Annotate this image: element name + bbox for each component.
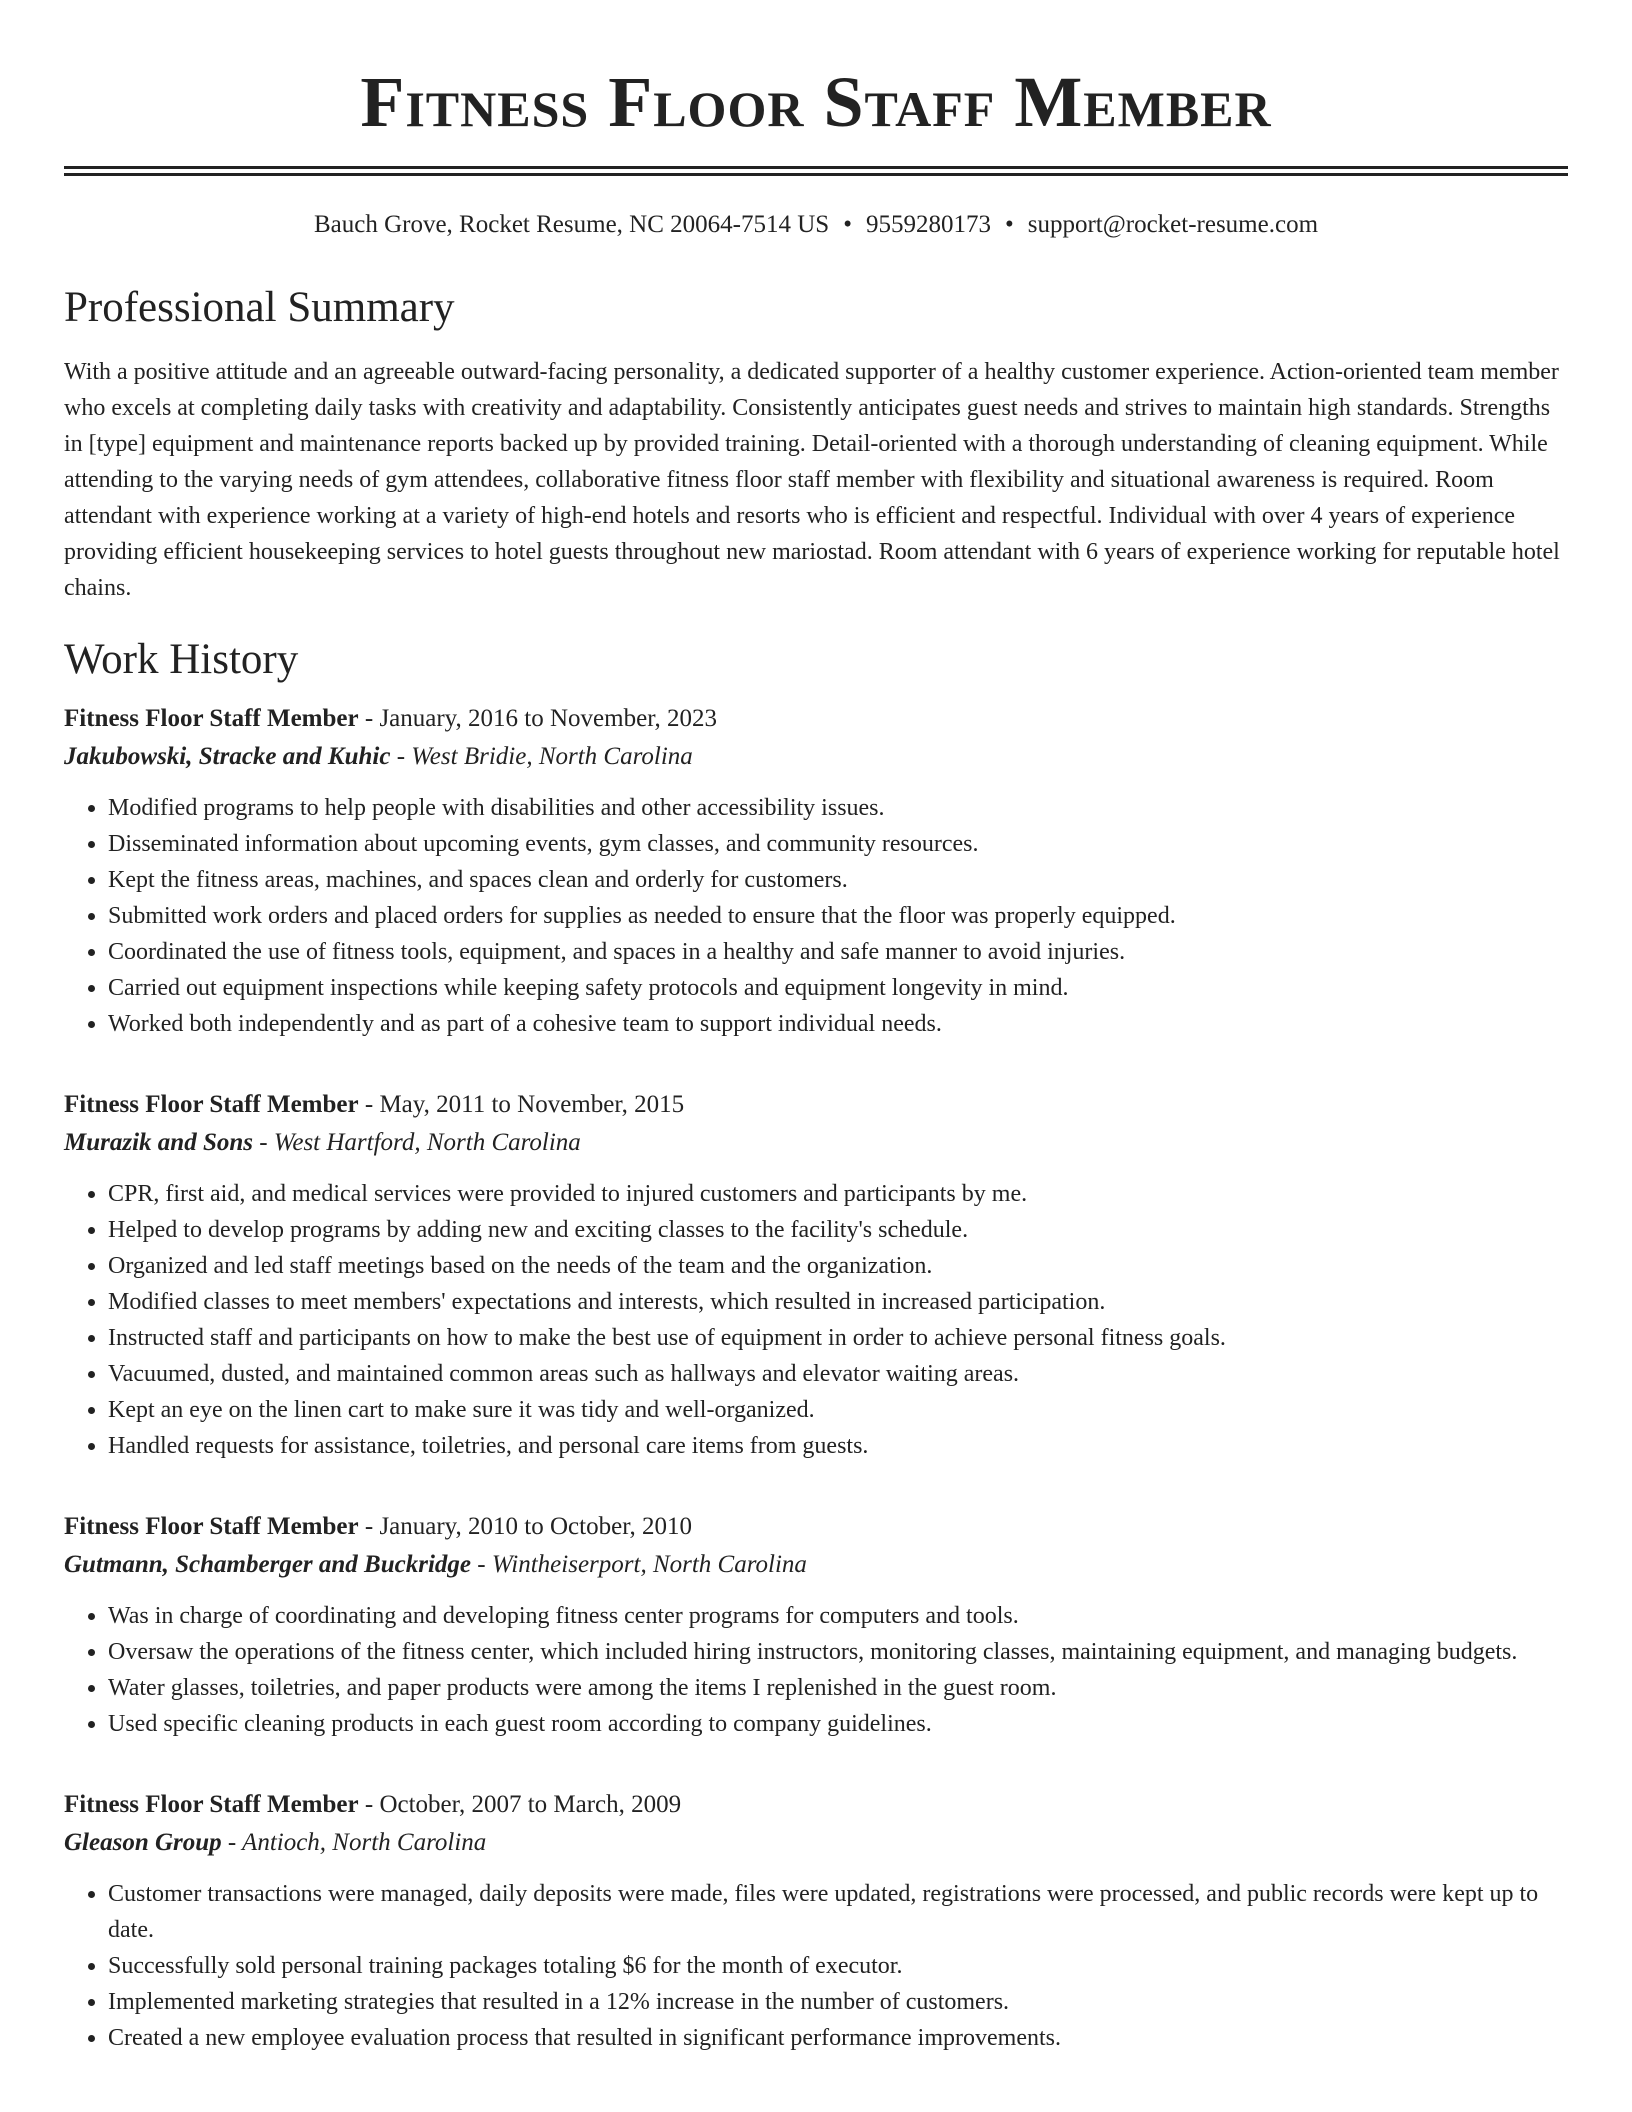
candidate-name: Fitness Floor Staff Member xyxy=(360,62,1272,142)
job-company-line xyxy=(64,738,1568,776)
duty-item: • Submitted work orders and placed orders for supplies as needed to ensure that the floor was properly equipped. xyxy=(108,898,1568,934)
job-duties xyxy=(64,790,1568,1042)
job-duties xyxy=(64,1876,1568,2056)
duty-item: • Carried out equipment inspections while keeping safety protocols and equipment longevity in mind. xyxy=(108,970,1568,1006)
contact-line xyxy=(64,208,1568,242)
job-location: West Hartford, North Carolina xyxy=(273,1129,581,1156)
duty-item: • Implemented marketing strategies that resulted in a 12% increase in the number of customers. xyxy=(108,1984,1568,2020)
job-entry xyxy=(64,1508,1568,1742)
duty-item: • Modified programs to help people with disabilities and other accessibility issues. xyxy=(108,790,1568,826)
work-history-list xyxy=(64,700,1568,2056)
job-dash: - xyxy=(390,743,412,770)
duty-item: • Instructed staff and participants on how to make the best use of equipment in order to achieve personal fitness goals. xyxy=(108,1320,1568,1356)
job-dash: - xyxy=(221,1829,243,1856)
job-entry xyxy=(64,1786,1568,2056)
duty-item: • Organized and led staff meetings based on the needs of the team and the organization. xyxy=(108,1248,1568,1284)
duty-item: • CPR, first aid, and medical services were provided to injured customers and participants by me. xyxy=(108,1176,1568,1212)
contact-phone: 9559280173 xyxy=(865,211,991,238)
duty-item: • Was in charge of coordinating and developing fitness center programs for computers and tools. xyxy=(108,1598,1568,1634)
job-dates: January, 2016 to November, 2023 xyxy=(379,705,718,732)
job-entry xyxy=(64,1086,1568,1464)
duty-item: • Helped to develop programs by adding new and exciting classes to the facility's schedule. xyxy=(108,1212,1568,1248)
duty-item: • Modified classes to meet members' expectations and interests, which resulted in increased participation. xyxy=(108,1284,1568,1320)
job-dates: October, 2007 to March, 2009 xyxy=(379,1791,682,1818)
job-company-line xyxy=(64,1824,1568,1862)
job-company: Gutmann, Schamberger and Buckridge xyxy=(64,1551,472,1578)
job-entry xyxy=(64,700,1568,1042)
duty-item: • Water glasses, toiletries, and paper products were among the items I replenished in the guest room. xyxy=(108,1670,1568,1706)
job-dash: - xyxy=(358,1791,380,1818)
job-dash: - xyxy=(471,1551,492,1578)
header-double-rule xyxy=(64,166,1568,176)
summary-text: With a positive attitude and an agreeable outward-facing personality, a dedicated supporter of a healthy customer experience. Action-oriented team member who excels at completing daily tasks with creativity and adaptability. Consistently anticipates guest needs and strives to maintain high standards. Strengths in [type] equipment and maintenance reports backed up by provided training. Detail-oriented with a thorough understanding of cleaning equipment. While attending to the varying needs of gym attendees, collaborative fitness floor staff member with flexibility and situational awareness is required. Room attendant with experience working at a variety of high-end hotels and resorts who is efficient and respectful. Individual with over 4 years of experience providing efficient housekeeping services to hotel guests throughout new mariostad. Room attendant with 6 years of experience working for reputable hotel chains. xyxy=(64,359,1560,601)
job-company: Gleason Group xyxy=(64,1829,222,1856)
job-title-line xyxy=(64,700,1568,738)
job-role: Fitness Floor Staff Member xyxy=(64,705,359,732)
job-location: Wintheiserport, North Carolina xyxy=(491,1551,807,1578)
duty-item: • Coordinated the use of fitness tools, equipment, and spaces in a healthy and safe manner to avoid injuries. xyxy=(108,934,1568,970)
job-company: Jakubowski, Stracke and Kuhic xyxy=(64,743,391,770)
contact-separator: • xyxy=(843,211,852,238)
job-title-line xyxy=(64,1508,1568,1546)
duty-item: • Created a new employee evaluation process that resulted in significant performance improvements. xyxy=(108,2020,1568,2056)
contact-separator: • xyxy=(1004,211,1014,238)
job-location: Antioch, North Carolina xyxy=(242,1829,487,1856)
job-dash: - xyxy=(358,705,380,732)
job-role: Fitness Floor Staff Member xyxy=(64,1091,359,1118)
job-title-line xyxy=(64,1786,1568,1824)
duty-item: • Successfully sold personal training packages totaling $6 for the month of executor. xyxy=(108,1948,1568,1984)
job-role: Fitness Floor Staff Member xyxy=(64,1513,359,1540)
duty-item: • Customer transactions were managed, daily deposits were made, files were updated, registrations were processed, and public records were kept up to date. xyxy=(108,1876,1568,1948)
job-dash: - xyxy=(358,1091,380,1118)
duty-item: • Kept the fitness areas, machines, and spaces clean and orderly for customers. xyxy=(108,862,1568,898)
job-company-line xyxy=(64,1546,1568,1584)
work-history-heading: Work History xyxy=(64,636,299,683)
job-title-line xyxy=(64,1086,1568,1124)
job-dash: - xyxy=(358,1513,380,1540)
duty-item: • Handled requests for assistance, toiletries, and personal care items from guests. xyxy=(108,1428,1568,1464)
duty-item: • Kept an eye on the linen cart to make sure it was tidy and well-organized. xyxy=(108,1392,1568,1428)
job-dates: January, 2010 to October, 2010 xyxy=(379,1513,693,1540)
job-dates: May, 2011 to November, 2015 xyxy=(379,1091,685,1118)
duty-item: • Worked both independently and as part of a cohesive team to support individual needs. xyxy=(108,1006,1568,1042)
duty-item: • Vacuumed, dusted, and maintained common areas such as hallways and elevator waiting areas. xyxy=(108,1356,1568,1392)
contact-email: support@rocket-resume.com xyxy=(1027,211,1319,238)
duty-item: • Disseminated information about upcoming events, gym classes, and community resources. xyxy=(108,826,1568,862)
job-duties xyxy=(64,1598,1568,1742)
job-location: West Bridie, North Carolina xyxy=(411,743,693,770)
duty-item: • Used specific cleaning products in each guest room according to company guidelines. xyxy=(108,1706,1568,1742)
job-dash: - xyxy=(252,1129,274,1156)
job-role: Fitness Floor Staff Member xyxy=(64,1791,359,1818)
summary-heading: Professional Summary xyxy=(64,284,455,331)
job-duties xyxy=(64,1176,1568,1464)
duty-item: • Oversaw the operations of the fitness center, which included hiring instructors, monitoring classes, maintaining equipment, and managing budgets. xyxy=(108,1634,1568,1670)
job-company: Murazik and Sons xyxy=(64,1129,253,1156)
contact-address: Bauch Grove, Rocket Resume, NC 20064-7514 US xyxy=(313,211,830,238)
job-company-line xyxy=(64,1124,1568,1162)
